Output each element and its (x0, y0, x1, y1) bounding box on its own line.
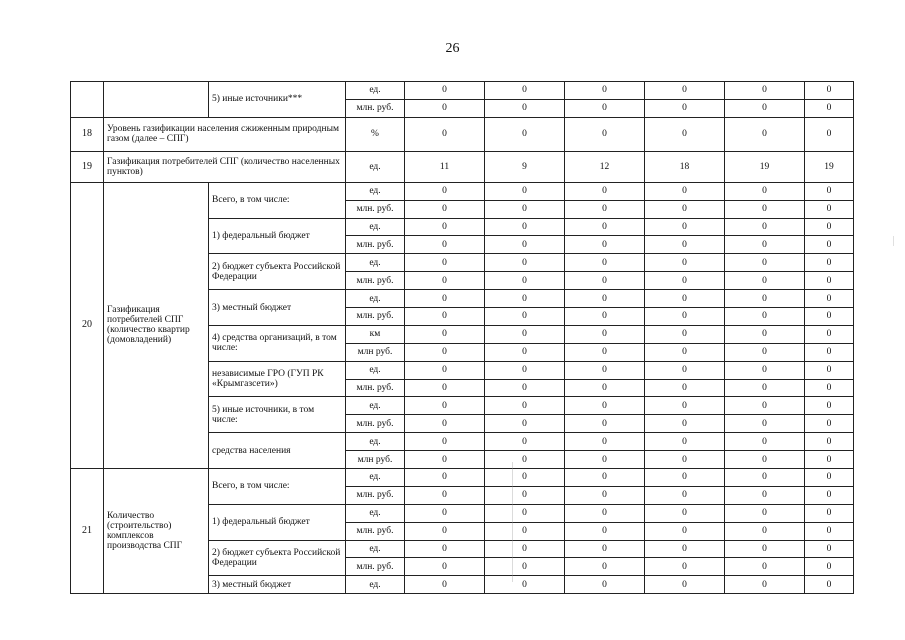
funding-source: Всего, в том числе: (209, 182, 346, 218)
value-cell: 0 (565, 99, 645, 117)
value-cell: 0 (645, 272, 725, 290)
unit-cell: ед. (346, 504, 405, 522)
unit-cell: ед. (346, 469, 405, 487)
indicator-name: Газификация потребителей СПГ (количество населенных пунктов) (104, 151, 346, 182)
value-cell: 0 (725, 290, 805, 308)
value-cell: 0 (805, 290, 854, 308)
value-cell: 0 (485, 451, 565, 469)
table-row (71, 469, 854, 487)
value-cell: 0 (565, 397, 645, 415)
row-number: 18 (71, 117, 104, 151)
unit-cell: млн. руб. (346, 99, 405, 117)
table-row (71, 82, 854, 100)
value-cell: 0 (485, 415, 565, 433)
value-cell: 0 (565, 254, 645, 272)
value-cell: 0 (485, 469, 565, 487)
unit-cell: млн. руб. (346, 308, 405, 326)
unit-cell: млн руб. (346, 451, 405, 469)
value-cell: 0 (645, 415, 725, 433)
value-cell: 0 (485, 182, 565, 200)
value-cell: 0 (485, 254, 565, 272)
value-cell: 0 (565, 343, 645, 361)
value-cell: 0 (565, 540, 645, 558)
funding-source: средства населения (209, 433, 346, 469)
scan-artifact (893, 236, 894, 246)
value-cell: 0 (405, 236, 485, 254)
funding-source: Всего, в том числе: (209, 469, 346, 505)
unit-cell: млн. руб. (346, 558, 405, 576)
value-cell: 0 (405, 397, 485, 415)
row-number: 20 (71, 182, 104, 468)
value-cell: 0 (725, 117, 805, 151)
table-row (71, 117, 854, 151)
value-cell: 0 (405, 308, 485, 326)
value-cell: 0 (485, 343, 565, 361)
value-cell: 0 (485, 504, 565, 522)
value-cell: 0 (565, 290, 645, 308)
value-cell: 0 (405, 218, 485, 236)
value-cell: 0 (805, 236, 854, 254)
value-cell: 0 (405, 522, 485, 540)
value-cell: 0 (725, 308, 805, 326)
value-cell: 0 (565, 117, 645, 151)
indicator-name: Уровень газификации населения сжиженным природным газом (далее – СПГ) (104, 117, 346, 151)
value-cell: 0 (805, 218, 854, 236)
value-cell: 0 (725, 99, 805, 117)
value-cell: 0 (805, 397, 854, 415)
value-cell: 0 (805, 325, 854, 343)
unit-cell: ед. (346, 433, 405, 451)
value-cell: 0 (645, 325, 725, 343)
value-cell: 0 (805, 254, 854, 272)
value-cell: 0 (805, 558, 854, 576)
value-cell: 0 (645, 558, 725, 576)
value-cell: 0 (485, 218, 565, 236)
value-cell: 0 (405, 254, 485, 272)
scan-artifact (512, 462, 513, 582)
unit-cell: км (346, 325, 405, 343)
value-cell: 0 (565, 218, 645, 236)
value-cell: 0 (485, 308, 565, 326)
value-cell: 0 (405, 99, 485, 117)
value-cell: 0 (405, 343, 485, 361)
indicator-name: Количество (строительство) комплексов производства СПГ (104, 469, 209, 594)
value-cell: 0 (805, 522, 854, 540)
value-cell: 0 (485, 540, 565, 558)
value-cell: 0 (645, 469, 725, 487)
value-cell: 0 (725, 540, 805, 558)
indicator-name (104, 82, 209, 118)
unit-cell: ед. (346, 254, 405, 272)
value-cell: 0 (645, 290, 725, 308)
row-number: 21 (71, 469, 104, 594)
value-cell: 0 (805, 486, 854, 504)
value-cell: 0 (805, 272, 854, 290)
value-cell: 0 (565, 361, 645, 379)
unit-cell: ед. (346, 397, 405, 415)
value-cell: 0 (645, 308, 725, 326)
value-cell: 0 (805, 361, 854, 379)
value-cell: 0 (485, 290, 565, 308)
value-cell: 0 (805, 182, 854, 200)
value-cell: 0 (725, 451, 805, 469)
value-cell: 0 (805, 379, 854, 397)
value-cell: 0 (405, 200, 485, 218)
value-cell: 0 (645, 82, 725, 100)
value-cell: 0 (805, 576, 854, 594)
value-cell: 0 (565, 200, 645, 218)
value-cell: 0 (485, 558, 565, 576)
unit-cell: % (346, 117, 405, 151)
value-cell: 0 (805, 504, 854, 522)
value-cell: 0 (565, 504, 645, 522)
value-cell: 0 (405, 290, 485, 308)
value-cell: 0 (485, 433, 565, 451)
value-cell: 0 (645, 236, 725, 254)
row-number (71, 82, 104, 118)
value-cell: 0 (725, 218, 805, 236)
value-cell: 0 (645, 540, 725, 558)
value-cell: 0 (805, 433, 854, 451)
value-cell: 0 (805, 343, 854, 361)
value-cell: 0 (565, 469, 645, 487)
value-cell: 0 (725, 82, 805, 100)
value-cell: 0 (485, 397, 565, 415)
value-cell: 0 (405, 486, 485, 504)
funding-source: 3) местный бюджет (209, 576, 346, 594)
value-cell: 9 (485, 151, 565, 182)
value-cell: 0 (805, 117, 854, 151)
value-cell: 0 (725, 486, 805, 504)
value-cell: 0 (485, 236, 565, 254)
table-row (71, 151, 854, 182)
value-cell: 0 (645, 361, 725, 379)
value-cell: 0 (565, 308, 645, 326)
value-cell: 0 (485, 325, 565, 343)
unit-cell: млн руб. (346, 343, 405, 361)
value-cell: 0 (725, 343, 805, 361)
unit-cell: ед. (346, 576, 405, 594)
value-cell: 0 (565, 415, 645, 433)
value-cell: 0 (645, 433, 725, 451)
value-cell: 0 (565, 451, 645, 469)
unit-cell: млн. руб. (346, 272, 405, 290)
value-cell: 0 (405, 361, 485, 379)
value-cell: 0 (565, 272, 645, 290)
value-cell: 0 (405, 379, 485, 397)
unit-cell: млн. руб. (346, 415, 405, 433)
unit-cell: ед. (346, 182, 405, 200)
funding-source: 3) местный бюджет (209, 290, 346, 326)
value-cell: 0 (565, 576, 645, 594)
value-cell: 12 (565, 151, 645, 182)
funding-source: 4) средства организаций, в том числе: (209, 325, 346, 361)
value-cell: 0 (565, 558, 645, 576)
unit-cell: ед. (346, 82, 405, 100)
funding-source: независимые ГРО (ГУП РК «Крымгазсети») (209, 361, 346, 397)
value-cell: 0 (485, 361, 565, 379)
value-cell: 0 (485, 486, 565, 504)
unit-cell: млн. руб. (346, 379, 405, 397)
value-cell: 0 (645, 99, 725, 117)
value-cell: 0 (645, 451, 725, 469)
value-cell: 0 (645, 397, 725, 415)
value-cell: 0 (405, 451, 485, 469)
value-cell: 0 (565, 433, 645, 451)
value-cell: 0 (805, 82, 854, 100)
unit-cell: ед. (346, 218, 405, 236)
value-cell: 19 (725, 151, 805, 182)
value-cell: 0 (565, 325, 645, 343)
value-cell: 0 (405, 82, 485, 100)
value-cell: 0 (725, 200, 805, 218)
value-cell: 0 (805, 540, 854, 558)
unit-cell: ед. (346, 290, 405, 308)
value-cell: 0 (565, 379, 645, 397)
value-cell: 0 (405, 576, 485, 594)
unit-cell: млн. руб. (346, 522, 405, 540)
value-cell: 0 (725, 576, 805, 594)
value-cell: 0 (485, 200, 565, 218)
unit-cell: млн. руб. (346, 200, 405, 218)
unit-cell: ед. (346, 151, 405, 182)
unit-cell: млн. руб. (346, 486, 405, 504)
value-cell: 0 (405, 117, 485, 151)
value-cell: 0 (645, 182, 725, 200)
value-cell: 0 (725, 361, 805, 379)
value-cell: 0 (565, 486, 645, 504)
value-cell: 0 (725, 272, 805, 290)
value-cell: 0 (805, 99, 854, 117)
value-cell: 0 (405, 182, 485, 200)
table-body (71, 82, 854, 594)
value-cell: 0 (645, 576, 725, 594)
value-cell: 0 (725, 522, 805, 540)
value-cell: 0 (805, 415, 854, 433)
indicators-table (70, 81, 854, 594)
value-cell: 0 (725, 433, 805, 451)
value-cell: 0 (725, 415, 805, 433)
value-cell: 0 (645, 522, 725, 540)
indicator-name: Газификация потребителей СПГ (количество квартир (домовладений) (104, 182, 209, 468)
value-cell: 0 (485, 522, 565, 540)
value-cell: 19 (805, 151, 854, 182)
value-cell: 0 (485, 82, 565, 100)
value-cell: 0 (405, 504, 485, 522)
value-cell: 0 (725, 254, 805, 272)
value-cell: 0 (805, 308, 854, 326)
value-cell: 0 (805, 200, 854, 218)
row-number: 19 (71, 151, 104, 182)
value-cell: 0 (405, 558, 485, 576)
value-cell: 0 (725, 182, 805, 200)
value-cell: 0 (565, 522, 645, 540)
value-cell: 0 (725, 379, 805, 397)
value-cell: 0 (645, 254, 725, 272)
value-cell: 18 (645, 151, 725, 182)
value-cell: 0 (725, 325, 805, 343)
value-cell: 0 (645, 117, 725, 151)
value-cell: 0 (565, 182, 645, 200)
value-cell: 0 (805, 469, 854, 487)
funding-source: 2) бюджет субъекта Российской Федерации (209, 254, 346, 290)
page-number: 26 (445, 41, 460, 56)
value-cell: 0 (725, 397, 805, 415)
funding-source: 5) иные источники*** (209, 82, 346, 118)
unit-cell: ед. (346, 540, 405, 558)
value-cell: 0 (645, 218, 725, 236)
unit-cell: млн. руб. (346, 236, 405, 254)
value-cell: 0 (645, 486, 725, 504)
value-cell: 0 (485, 272, 565, 290)
value-cell: 0 (405, 325, 485, 343)
value-cell: 0 (725, 236, 805, 254)
value-cell: 0 (725, 558, 805, 576)
value-cell: 0 (405, 433, 485, 451)
value-cell: 11 (405, 151, 485, 182)
value-cell: 0 (645, 200, 725, 218)
value-cell: 0 (645, 504, 725, 522)
value-cell: 0 (405, 540, 485, 558)
value-cell: 0 (725, 469, 805, 487)
funding-source: 2) бюджет субъекта Российской Федерации (209, 540, 346, 576)
value-cell: 0 (485, 576, 565, 594)
value-cell: 0 (485, 117, 565, 151)
funding-source: 5) иные источники, в том числе: (209, 397, 346, 433)
value-cell: 0 (405, 415, 485, 433)
value-cell: 0 (405, 469, 485, 487)
funding-source: 1) федеральный бюджет (209, 218, 346, 254)
value-cell: 0 (565, 82, 645, 100)
value-cell: 0 (645, 379, 725, 397)
value-cell: 0 (805, 451, 854, 469)
value-cell: 0 (405, 272, 485, 290)
value-cell: 0 (565, 236, 645, 254)
funding-source: 1) федеральный бюджет (209, 504, 346, 540)
value-cell: 0 (645, 343, 725, 361)
value-cell: 0 (725, 504, 805, 522)
unit-cell: ед. (346, 361, 405, 379)
value-cell: 0 (485, 99, 565, 117)
value-cell: 0 (485, 379, 565, 397)
table-row (71, 182, 854, 200)
